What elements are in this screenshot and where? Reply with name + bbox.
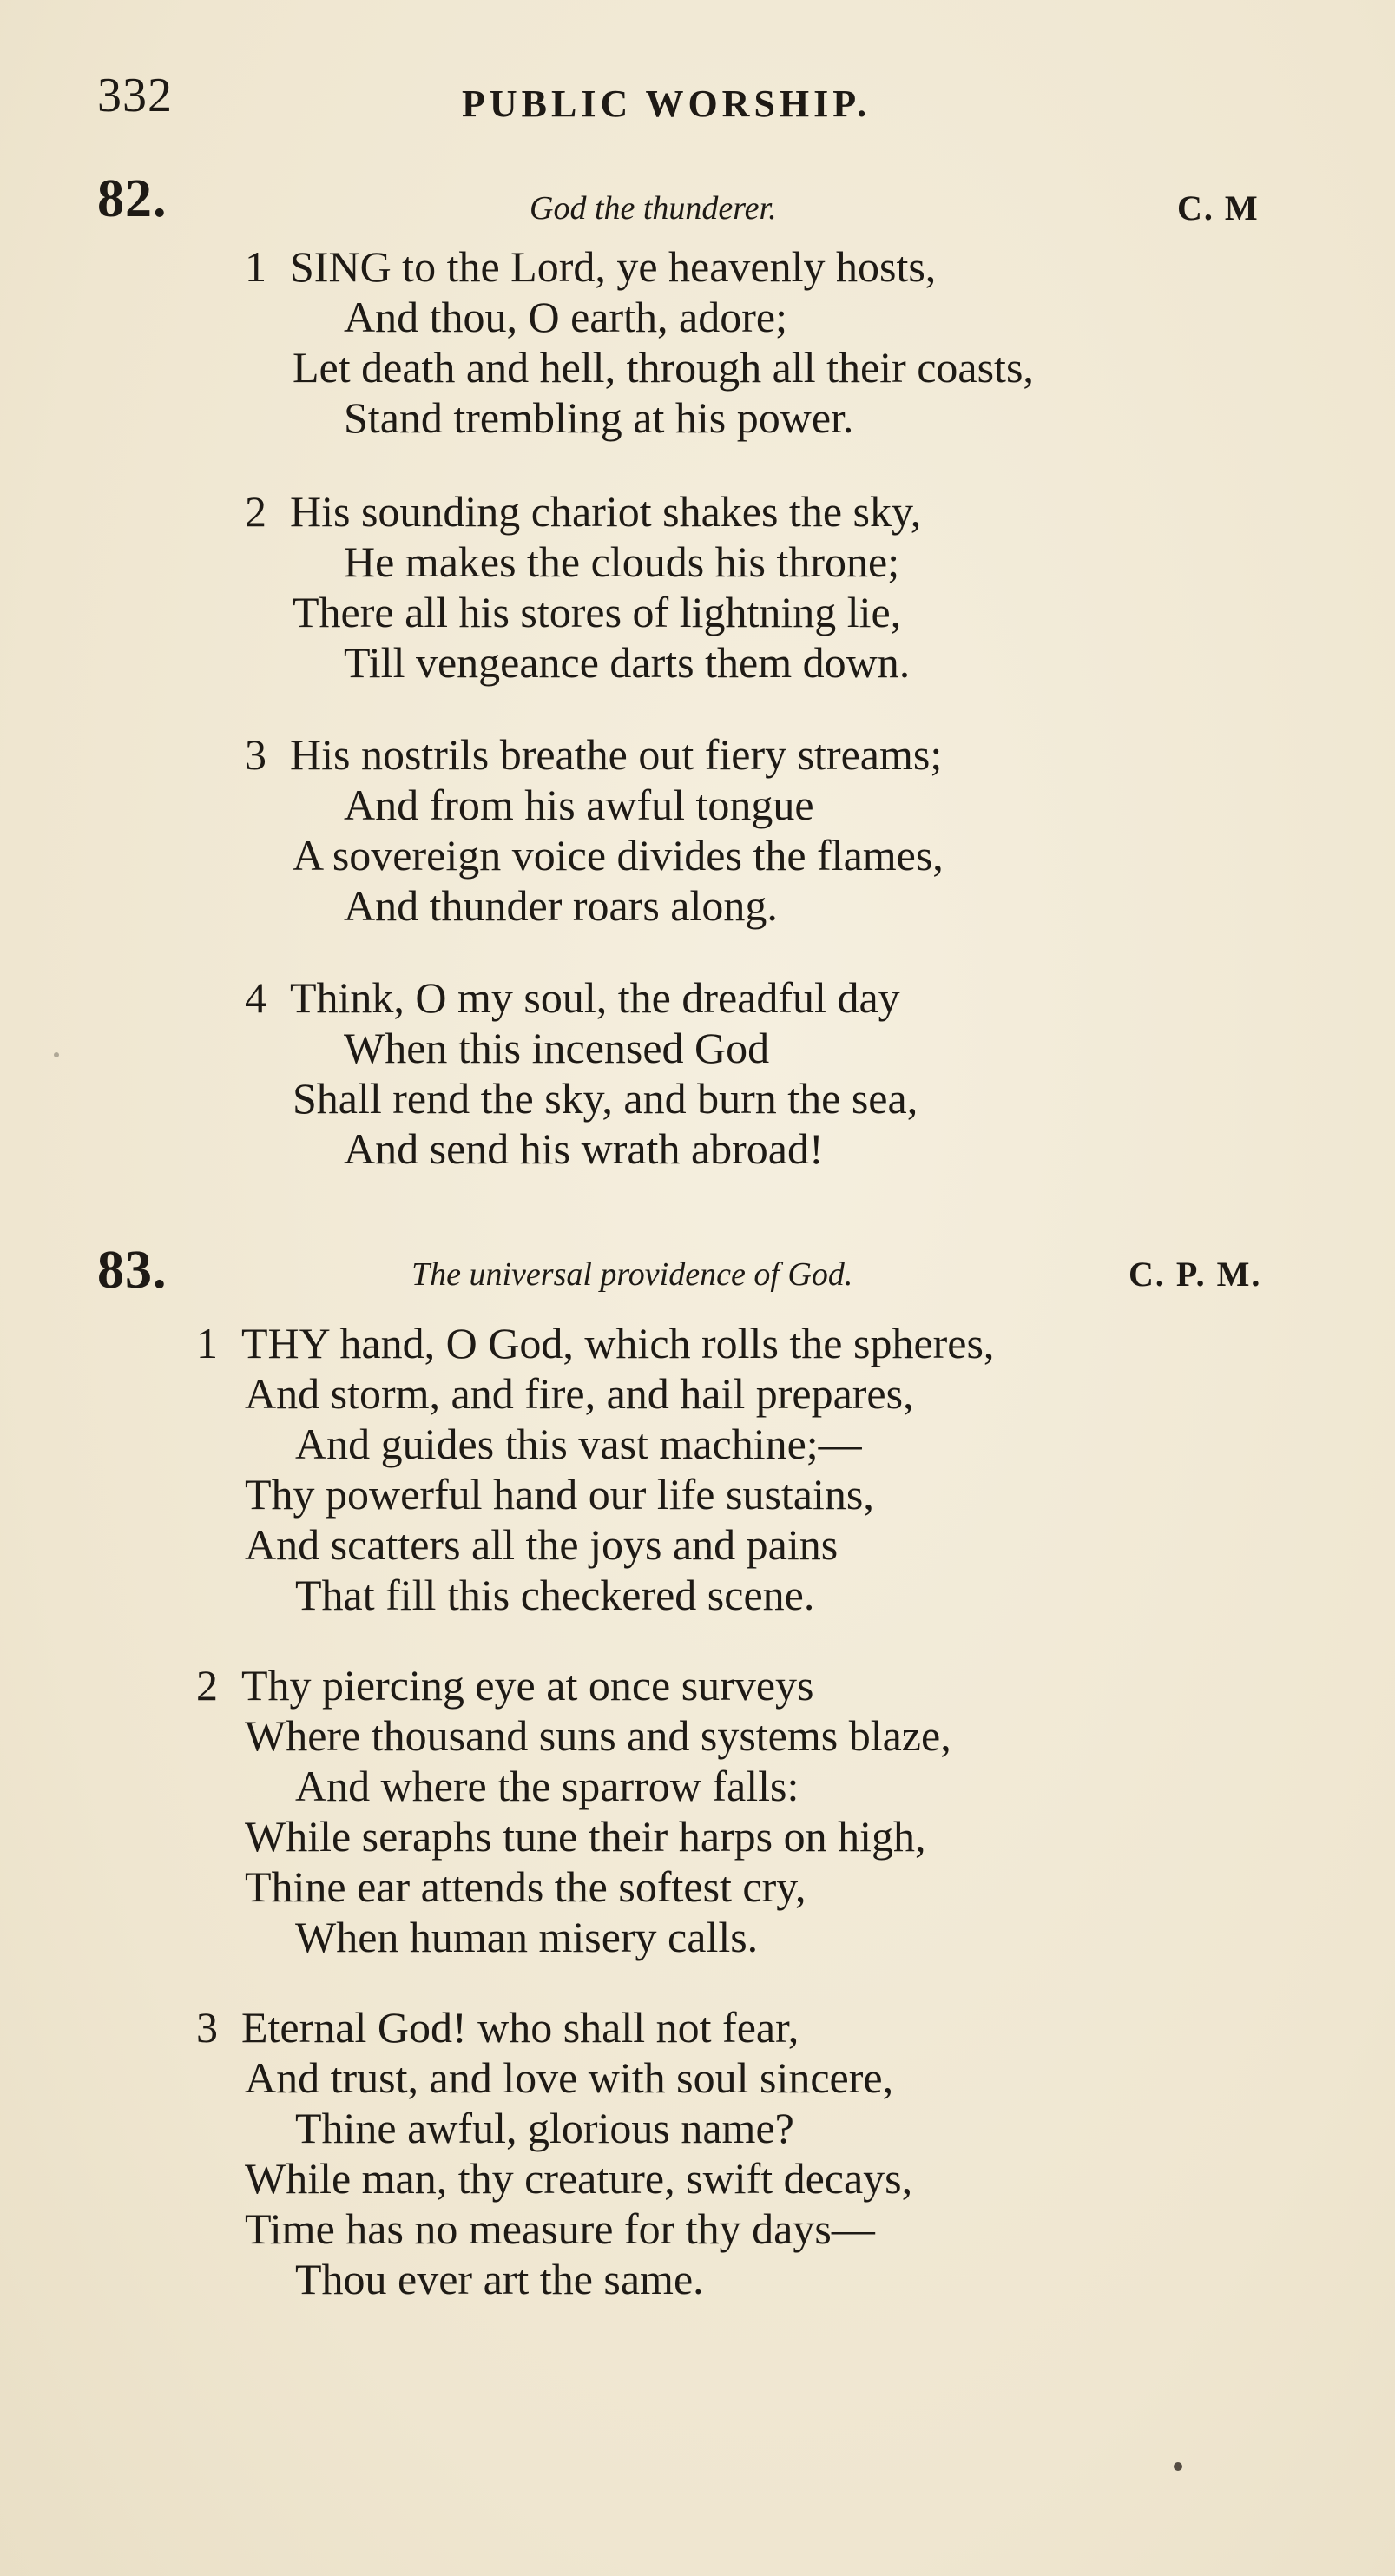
- verse-text: His nostrils breathe out fiery streams;: [290, 730, 943, 779]
- hymn-title: God the thunderer.: [530, 190, 777, 227]
- verse-line: [196, 1318, 994, 1368]
- verse-number: 2: [245, 487, 266, 536]
- verse-line: [196, 1660, 813, 1710]
- verse-line: And trust, and love with soul sincere,: [245, 2053, 894, 2102]
- verse-line: While man, thy creature, swift decays,: [245, 2154, 913, 2203]
- hymn-title: The universal providence of God.: [411, 1256, 853, 1293]
- verse-line: Shall rend the sky, and burn the sea,: [293, 1074, 918, 1123]
- verse-line: And thunder roars along.: [344, 881, 778, 930]
- verse-line: Thy powerful hand our life sustains,: [245, 1470, 874, 1519]
- hymn-number: 82.: [97, 169, 168, 228]
- verse-line: A sovereign voice divides the flames,: [293, 831, 944, 880]
- verse-line: Let death and hell, through all their coasts,: [293, 343, 1034, 392]
- verse-number: 4: [245, 973, 266, 1022]
- verse-text: Eternal God! who shall not fear,: [241, 2003, 799, 2052]
- verse-text: THY hand, O God, which rolls the spheres,: [241, 1319, 995, 1367]
- verse-line: [245, 486, 921, 537]
- verse-number: 3: [196, 2003, 218, 2052]
- verse-line: [245, 972, 900, 1023]
- verse-number: 3: [245, 730, 266, 779]
- verse-line: And thou, O earth, adore;: [344, 293, 787, 341]
- verse-line: [245, 729, 942, 780]
- hymn-meter: C. M: [1177, 188, 1260, 227]
- verse-line: Stand trembling at his power.: [344, 393, 854, 442]
- verse-line: He makes the clouds his throne;: [344, 537, 900, 586]
- hymn-number: 83.: [97, 1241, 168, 1300]
- verse-line: And storm, and fire, and hail prepares,: [245, 1369, 914, 1418]
- verse-line: When this incensed God: [344, 1024, 770, 1072]
- verse-line: Where thousand suns and systems blaze,: [245, 1711, 951, 1760]
- verse-line: [196, 2002, 799, 2052]
- verse-line: And send his wrath abroad!: [344, 1124, 824, 1173]
- verse-line: And scatters all the joys and pains: [245, 1520, 839, 1569]
- verse-line: Thou ever art the same.: [295, 2255, 704, 2303]
- hymn-meter: C. P. M.: [1129, 1255, 1262, 1294]
- verse-number: 1: [196, 1319, 218, 1367]
- verse-line: That fill this checkered scene.: [295, 1571, 815, 1619]
- verse-line: [245, 241, 936, 292]
- verse-line: Thine ear attends the softest cry,: [245, 1862, 806, 1911]
- verse-line: There all his stores of lightning lie,: [293, 588, 902, 636]
- verse-text: SING to the Lord, ye heavenly hosts,: [290, 242, 937, 291]
- verse-line: And guides this vast machine;—: [295, 1420, 862, 1468]
- verse-number: 2: [196, 1661, 218, 1710]
- verse-text: Think, O my soul, the dreadful day: [290, 973, 900, 1022]
- verse-line: When human misery calls.: [295, 1913, 759, 1961]
- verse-text: Thy piercing eye at once surveys: [241, 1661, 814, 1710]
- verse-line: And from his awful tongue: [344, 781, 814, 829]
- verse-number: 1: [245, 242, 266, 291]
- verse-line: While seraphs tune their harps on high,: [245, 1812, 926, 1861]
- running-head: PUBLIC WORSHIP.: [462, 82, 872, 125]
- paper-speck: [1174, 2462, 1182, 2471]
- verse-line: And where the sparrow falls:: [295, 1762, 799, 1810]
- page-number: 332: [97, 69, 173, 122]
- verse-line: Till vengeance darts them down.: [344, 638, 911, 687]
- verse-line: Time has no measure for thy days—: [245, 2204, 875, 2253]
- paper-speck: [54, 1052, 59, 1057]
- verse-text: His sounding chariot shakes the sky,: [290, 487, 922, 536]
- verse-line: Thine awful, glorious name?: [295, 2104, 794, 2152]
